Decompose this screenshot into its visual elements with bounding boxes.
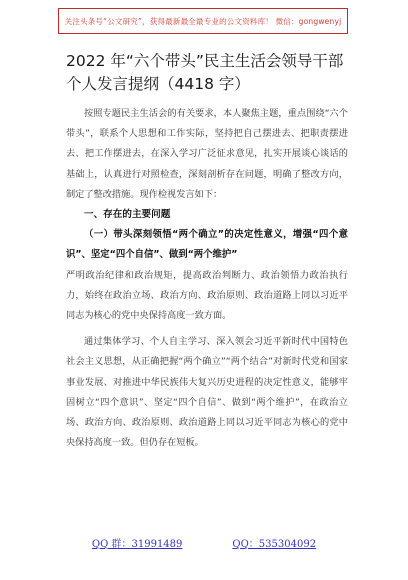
qq-contact-link[interactable]: QQ：535304092 (232, 539, 317, 550)
footer-contacts (0, 535, 408, 550)
body-paragraph: 通过集体学习、个人自主学习、深入领会习近平新时代中国特色社会主义思想，从正确把握“两个确立”“两个结合”对新时代党和国家事业发展、对推进中华民族伟大复兴历史进程的决定性意义，能够牢固树立“四个意识”、坚定“四个自信”、做到“两个维护”，在政治立场、政治方向、政治原则、政治道路上同以习近平同志为核心的党中央保持高度一致。但仍存在短板。 (66, 336, 348, 449)
subsection-heading (66, 225, 348, 265)
qq-group-link[interactable]: QQ 群：31991489 (91, 539, 183, 550)
document-title: 2022 年“六个带头”民主生活会领导干部个人发言提纲（4418 字） (66, 52, 344, 93)
subsection-heading-text: （一）带头深刻领悟“两个确立”的决定性意义，增强“四个意识”、坚定“四个自信”、做到“两个维护” (66, 229, 348, 261)
intro-paragraph: 按照专题民主生活会的有关要求，本人聚焦主题，重点围绕“六个带头”，联系个人思想和工作实际，坚持把自己摆进去、把职责摆进去、把工作摆进去，在深入学习广泛征求意见，扎实开展谈心谈话的基础上，认真进行对照检查，深刻剖析存在问题，明确了整改方向，制定了整改措施。现作检视发言如下： (66, 108, 348, 200)
subsection-text: 严明政治纪律和政治规矩，提高政治判断力、政治领悟力政治执行力，始终在政治立场、政治方向、政治原则、政治道路上同以习近平同志为核心的党中央保持高度一致方面。 (66, 269, 348, 322)
promo-banner-text: 关注头条号“公文研究”，获得最新最全最专业的公文资料库！ 微信：gongwenyj (64, 16, 342, 26)
section-heading: 一、存在的主要问题 (84, 209, 171, 221)
document-page (66, 50, 348, 453)
promo-banner (58, 8, 348, 34)
